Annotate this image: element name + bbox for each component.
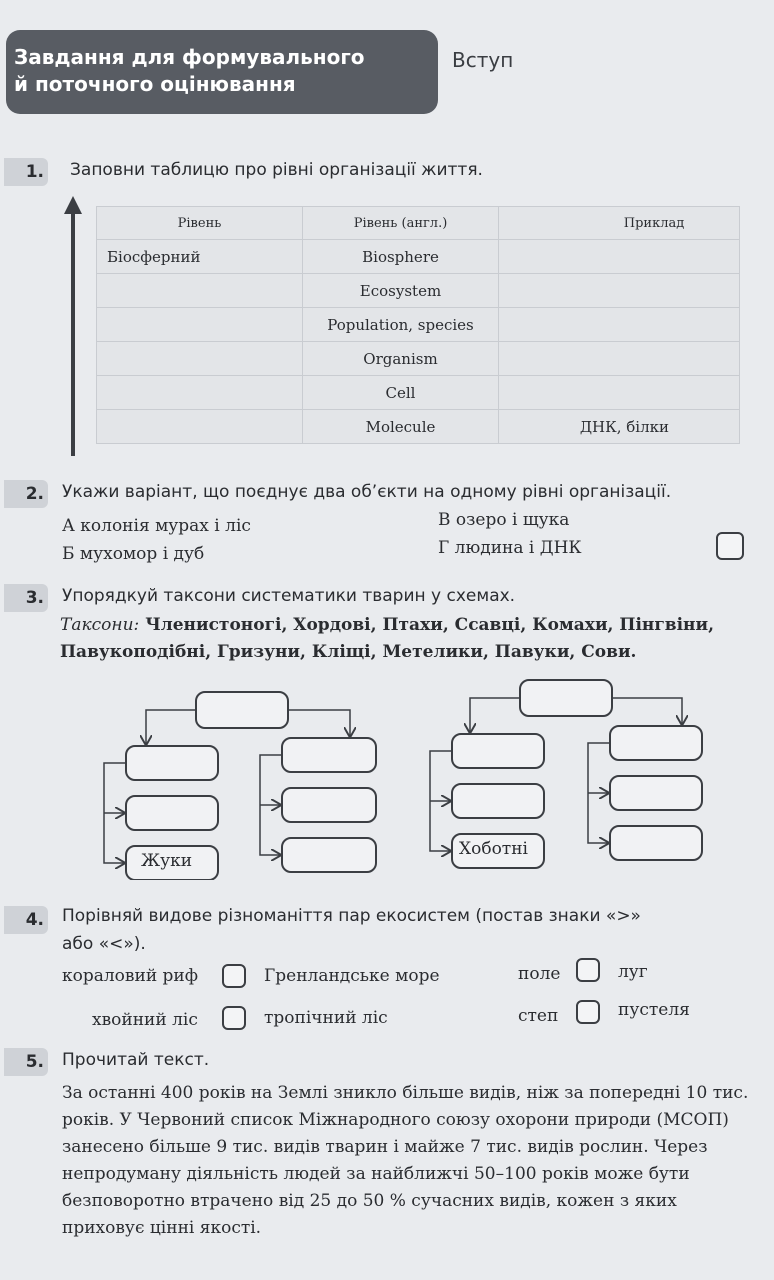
cell-english: Biosphere xyxy=(303,240,499,274)
node-label-beetles: Жуки xyxy=(141,851,193,871)
node-label-proboscideans: Хоботні xyxy=(459,839,528,859)
cell-english: Molecule xyxy=(303,410,499,444)
connector-arrow xyxy=(288,710,350,736)
cell-example[interactable] xyxy=(499,376,740,410)
compare-box-1[interactable] xyxy=(222,964,246,988)
answer-box[interactable] xyxy=(716,532,744,560)
cell-english: Population, species xyxy=(303,308,499,342)
table-row xyxy=(97,240,740,274)
connector-arrow xyxy=(146,710,196,744)
col-header-example: Приклад xyxy=(499,207,740,240)
cell-example[interactable] xyxy=(499,308,740,342)
table-row xyxy=(97,308,740,342)
cell-example[interactable] xyxy=(499,342,740,376)
cell-level[interactable]: Біосферний xyxy=(97,240,303,274)
taxa-list xyxy=(60,612,750,666)
col-header-level: Рівень xyxy=(97,207,303,240)
left-col2-box1[interactable] xyxy=(282,738,376,772)
levels-table xyxy=(96,206,740,444)
right-col1-box1[interactable] xyxy=(452,734,544,768)
pair1-right: Гренландське море xyxy=(264,966,440,986)
task2-number: 2. xyxy=(4,480,48,508)
compare-box-4[interactable] xyxy=(576,1000,600,1024)
task2-text: Укажи варіант, що поєднує два об’єкти на одному рівні організації. xyxy=(62,482,672,502)
left-top-box[interactable] xyxy=(196,692,288,728)
table-row xyxy=(97,342,740,376)
pair3-right: луг xyxy=(618,962,648,982)
left-col2-box2[interactable] xyxy=(282,788,376,822)
cell-level[interactable] xyxy=(97,410,303,444)
right-col2-box2[interactable] xyxy=(610,776,702,810)
pair4-right: пустеля xyxy=(618,1000,690,1020)
option-b: Б мухомор і дуб xyxy=(62,544,205,564)
pair1-left: кораловий риф xyxy=(62,966,199,986)
section-name: Вступ xyxy=(452,48,514,72)
taxonomy-schemes xyxy=(0,670,774,880)
connector-arrow xyxy=(470,698,520,732)
right-col1-box2[interactable] xyxy=(452,784,544,818)
task1-number: 1. xyxy=(4,158,48,186)
option-g: Г людина і ДНК xyxy=(438,538,582,558)
cell-level[interactable] xyxy=(97,308,303,342)
task5-number: 5. xyxy=(4,1048,48,1076)
col-header-english: Рівень (англ.) xyxy=(303,207,499,240)
compare-box-3[interactable] xyxy=(576,958,600,982)
cell-english: Cell xyxy=(303,376,499,410)
header-title-line1: Завдання для формувального xyxy=(14,45,365,69)
task3-number: 3. xyxy=(4,584,48,612)
option-a: А колонія мурах і ліс xyxy=(62,516,251,536)
pair2-right: тропічний ліс xyxy=(264,1008,388,1028)
table-row xyxy=(97,410,740,444)
task1-text: Заповни таблицю про рівні організації життя. xyxy=(70,160,483,180)
left-col2-box3[interactable] xyxy=(282,838,376,872)
right-col2-box3[interactable] xyxy=(610,826,702,860)
cell-english: Ecosystem xyxy=(303,274,499,308)
pair2-left: хвойний ліс xyxy=(92,1010,198,1030)
pair3-left: поле xyxy=(518,964,561,984)
cell-level[interactable] xyxy=(97,342,303,376)
pair4-left: степ xyxy=(518,1006,559,1026)
task4-number: 4. xyxy=(4,906,48,934)
left-col1-box1[interactable] xyxy=(126,746,218,780)
task4-text-line1: Порівняй видове різноманіття пар екосистем (постав знаки «>» xyxy=(62,906,641,926)
right-col2-box1[interactable] xyxy=(610,726,702,760)
right-top-box[interactable] xyxy=(520,680,612,716)
compare-box-2[interactable] xyxy=(222,1006,246,1030)
cell-example: ДНК, білки xyxy=(499,410,740,444)
taxa-names: Членистоногі, Хордові, Птахи, Ссавці, Комахи, Пінгвіни, Павукоподібні, Гризуни, Кліщі, Метелики, Павуки, Сови. xyxy=(60,615,714,662)
up-arrow-shaft xyxy=(71,212,75,456)
cell-example[interactable] xyxy=(499,274,740,308)
taxa-label: Таксони: xyxy=(60,615,140,635)
header-title xyxy=(14,44,434,98)
table-header-row xyxy=(97,207,740,240)
task4-text-line2: або «<»). xyxy=(62,934,146,954)
cell-english: Organism xyxy=(303,342,499,376)
option-v: В озеро і щука xyxy=(438,510,570,530)
task5-text: Прочитай текст. xyxy=(62,1050,210,1070)
left-col1-box2[interactable] xyxy=(126,796,218,830)
header-title-line2: й поточного оцінювання xyxy=(14,72,296,96)
task3-text: Упорядкуй таксони систематики тварин у схемах. xyxy=(62,586,516,606)
cell-level[interactable] xyxy=(97,376,303,410)
reading-paragraph: За останні 400 років на Землі зникло більше видів, ніж за попередні 10 тис. років. У Червоний список Міжнародного союзу охорони природи (МСОП) занесено більше 9 тис. видів тварин і майже 7 тис. видів рослин. Через непродуману діяльність людей за найближчі 50–100 років може бути безповоротно втрачено від 25 до 50 % сучасних видів, кожен з яких приховує цінні якості. xyxy=(62,1083,749,1238)
cell-example[interactable] xyxy=(499,240,740,274)
table-row xyxy=(97,274,740,308)
table-row xyxy=(97,376,740,410)
cell-level[interactable] xyxy=(97,274,303,308)
connector-arrow xyxy=(612,698,682,724)
